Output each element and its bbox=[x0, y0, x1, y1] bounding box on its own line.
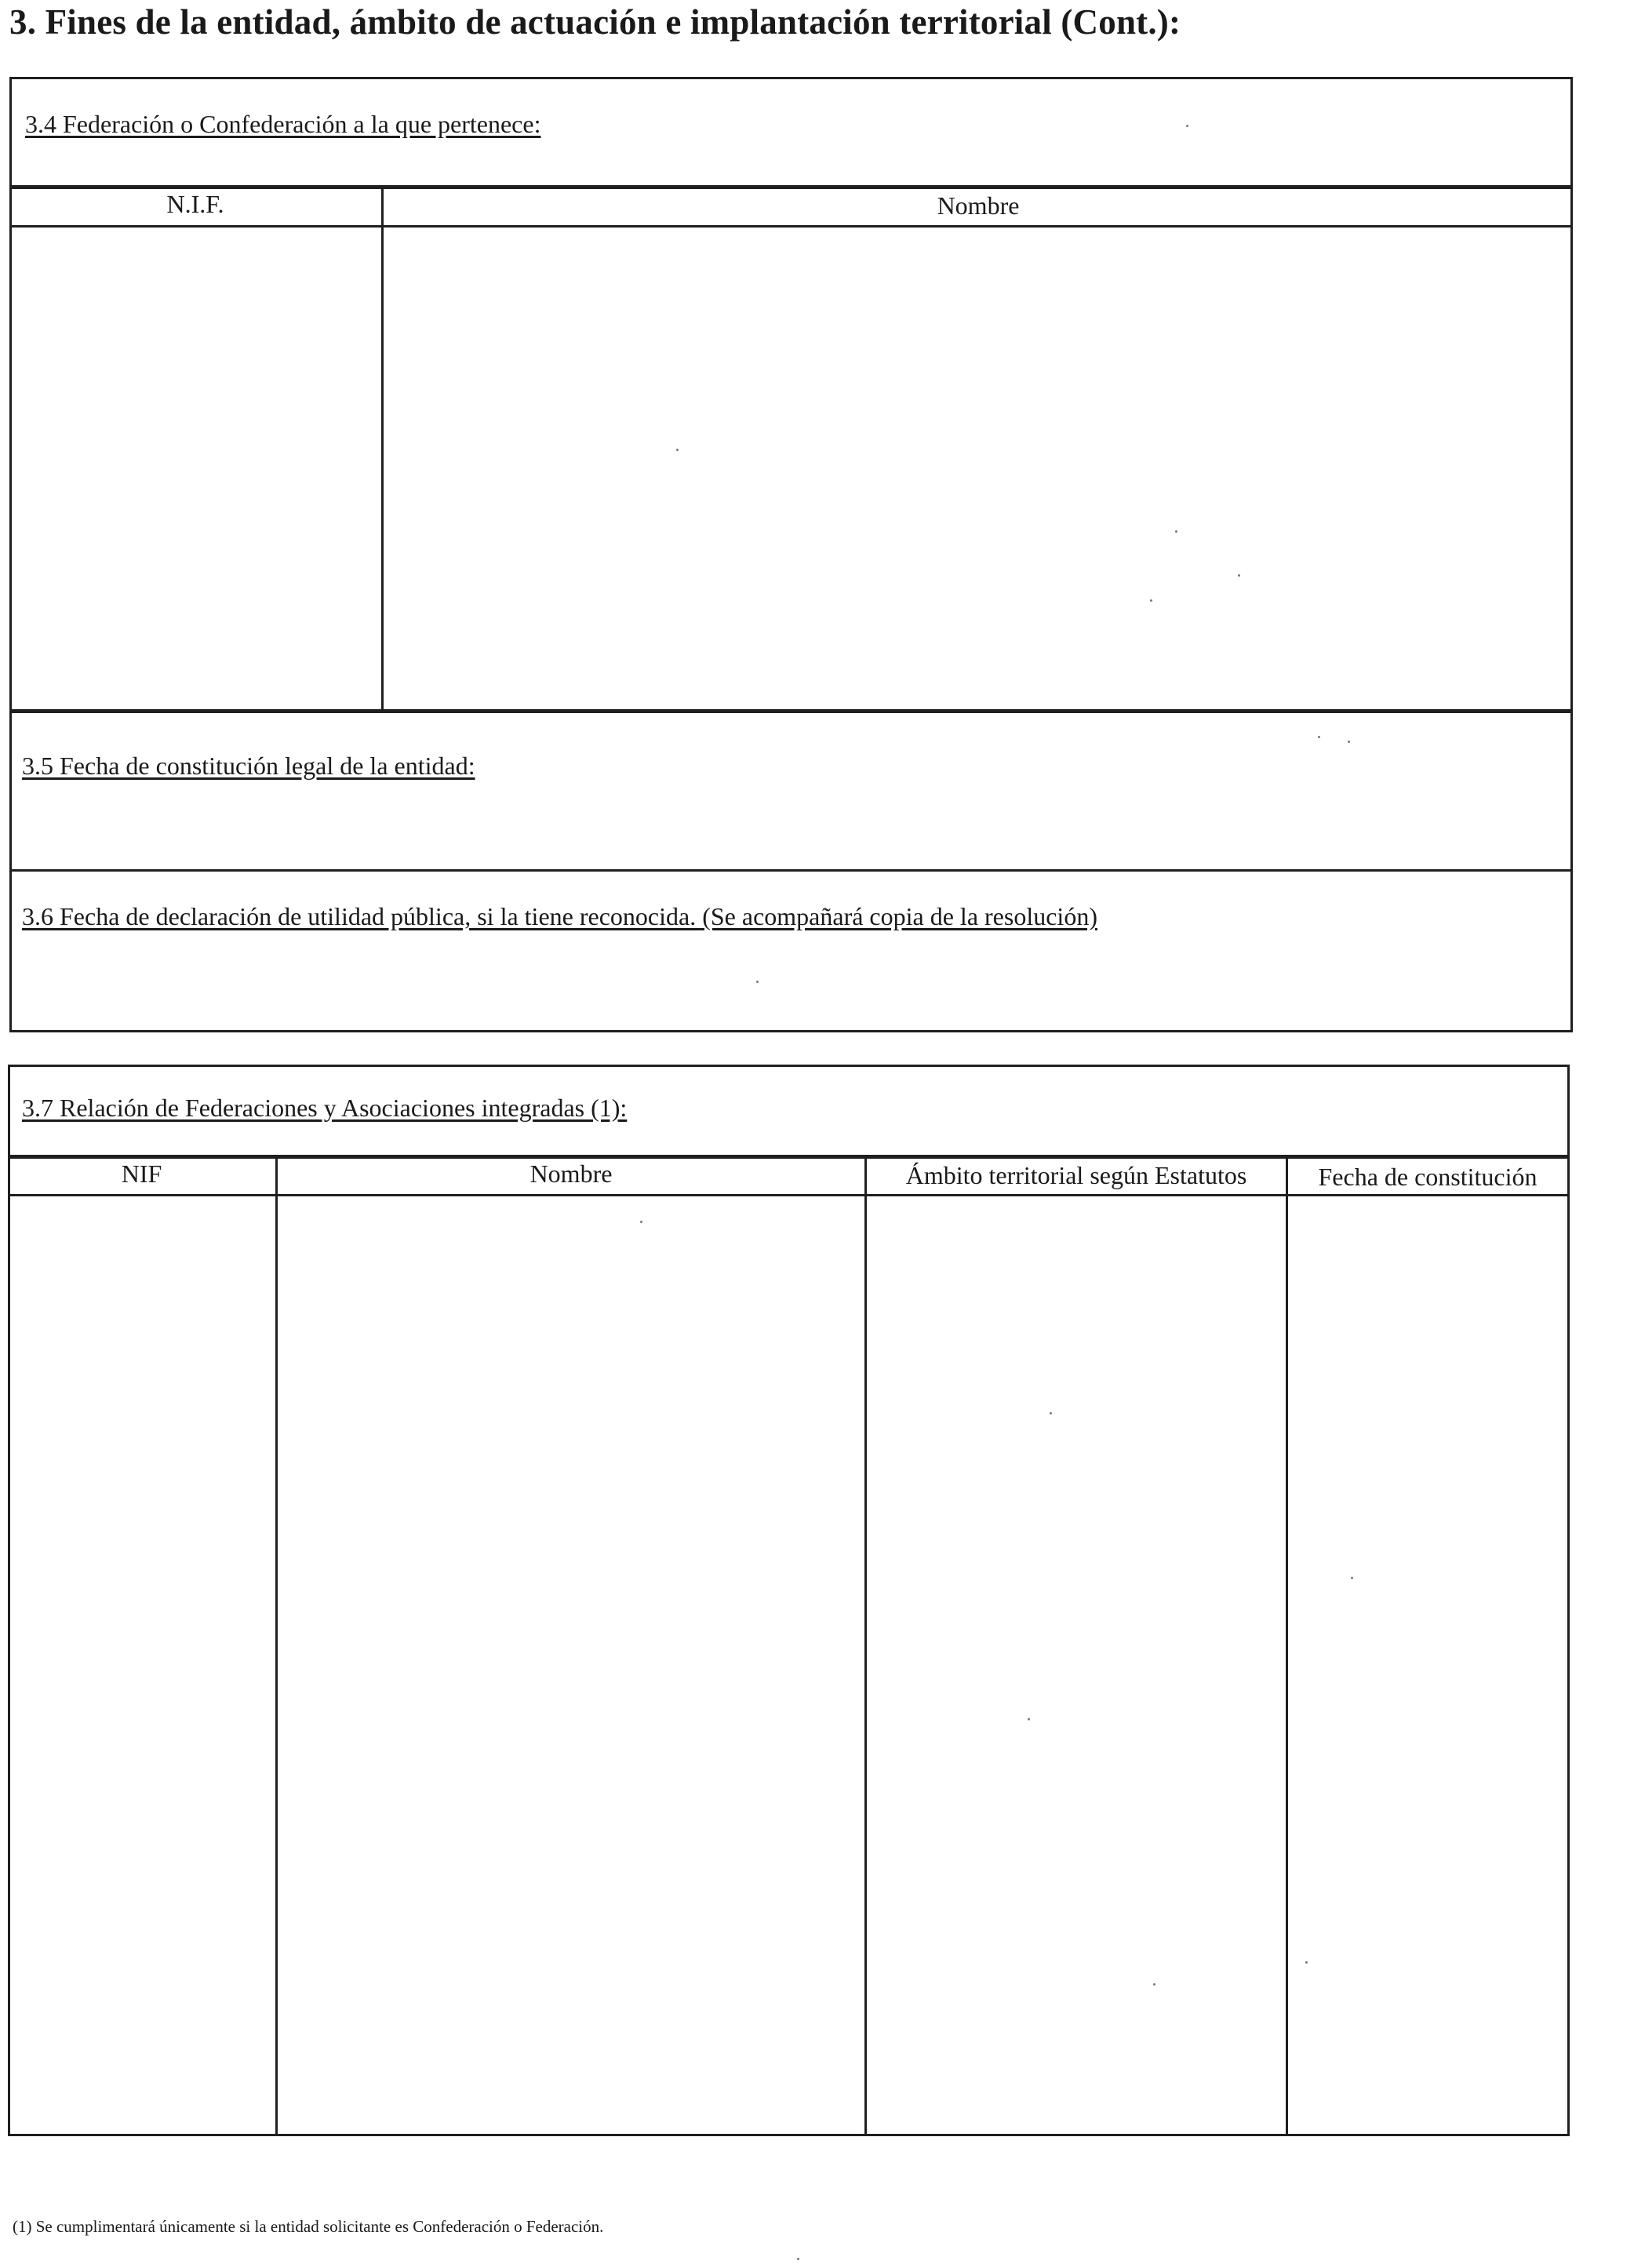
section-3-6-field[interactable] bbox=[12, 937, 1573, 1030]
column-header-nombre: Nombre bbox=[530, 1159, 613, 1188]
scan-speck bbox=[797, 2258, 799, 2260]
table-3-4-bottom-rule bbox=[9, 709, 1573, 713]
column-header-ambito-territorial: Ámbito territorial según Estatutos bbox=[905, 1161, 1247, 1189]
section-3-6-label: 3.6 Fecha de declaración de utilidad pública, si la tiene reconocida. (Se acompañará copia de la resolución) bbox=[22, 902, 1097, 930]
section-3-5-divider bbox=[9, 869, 1573, 872]
scan-speck bbox=[756, 981, 759, 983]
table-3-4-nombre-cell[interactable] bbox=[384, 228, 1570, 709]
scan-speck bbox=[1150, 599, 1152, 602]
column-header-nif: NIF bbox=[121, 1159, 162, 1188]
table-3-4-top-rule bbox=[9, 185, 1573, 189]
column-header-nif: N.I.F. bbox=[166, 190, 224, 218]
section-3-4-label: 3.4 Federación o Confederación a la que pertenece: bbox=[25, 110, 541, 138]
scan-speck bbox=[1351, 1577, 1353, 1579]
scan-speck bbox=[640, 1221, 642, 1223]
scan-speck bbox=[1305, 1961, 1308, 1964]
table-3-7-top-rule bbox=[8, 1155, 1570, 1159]
column-header-fecha-constitucion: Fecha de constitución bbox=[1318, 1163, 1538, 1191]
table-3-7-ambito-cell[interactable] bbox=[867, 1196, 1286, 2134]
table-3-4-nif-cell[interactable] bbox=[12, 228, 381, 709]
section-3-7-label: 3.7 Relación de Federaciones y Asociaciones integradas (1): bbox=[22, 1094, 628, 1122]
scan-speck bbox=[1238, 574, 1240, 577]
scan-speck bbox=[1028, 1718, 1030, 1720]
scan-speck bbox=[1050, 1412, 1052, 1414]
footnote: (1) Se cumplimentará únicamente si la entidad solicitante es Confederación o Federación. bbox=[13, 2217, 604, 2236]
page-title: 3. Fines de la entidad, ámbito de actuación e implantación territorial (Cont.): bbox=[9, 2, 1181, 42]
scan-speck bbox=[1175, 530, 1177, 533]
table-3-7-nif-cell[interactable] bbox=[10, 1196, 275, 2134]
scan-speck bbox=[1186, 125, 1188, 127]
scan-speck bbox=[1153, 1983, 1155, 1986]
scan-speck bbox=[1348, 741, 1350, 743]
scan-speck bbox=[1318, 736, 1320, 738]
table-3-7-fecha-cell[interactable] bbox=[1288, 1196, 1567, 2134]
section-3-5-label: 3.5 Fecha de constitución legal de la entidad: bbox=[22, 752, 475, 780]
scan-speck bbox=[676, 449, 679, 451]
column-header-nombre: Nombre bbox=[937, 191, 1020, 220]
table-3-7-nombre-cell[interactable] bbox=[278, 1196, 864, 2134]
section-3-5-field[interactable] bbox=[12, 785, 1573, 868]
